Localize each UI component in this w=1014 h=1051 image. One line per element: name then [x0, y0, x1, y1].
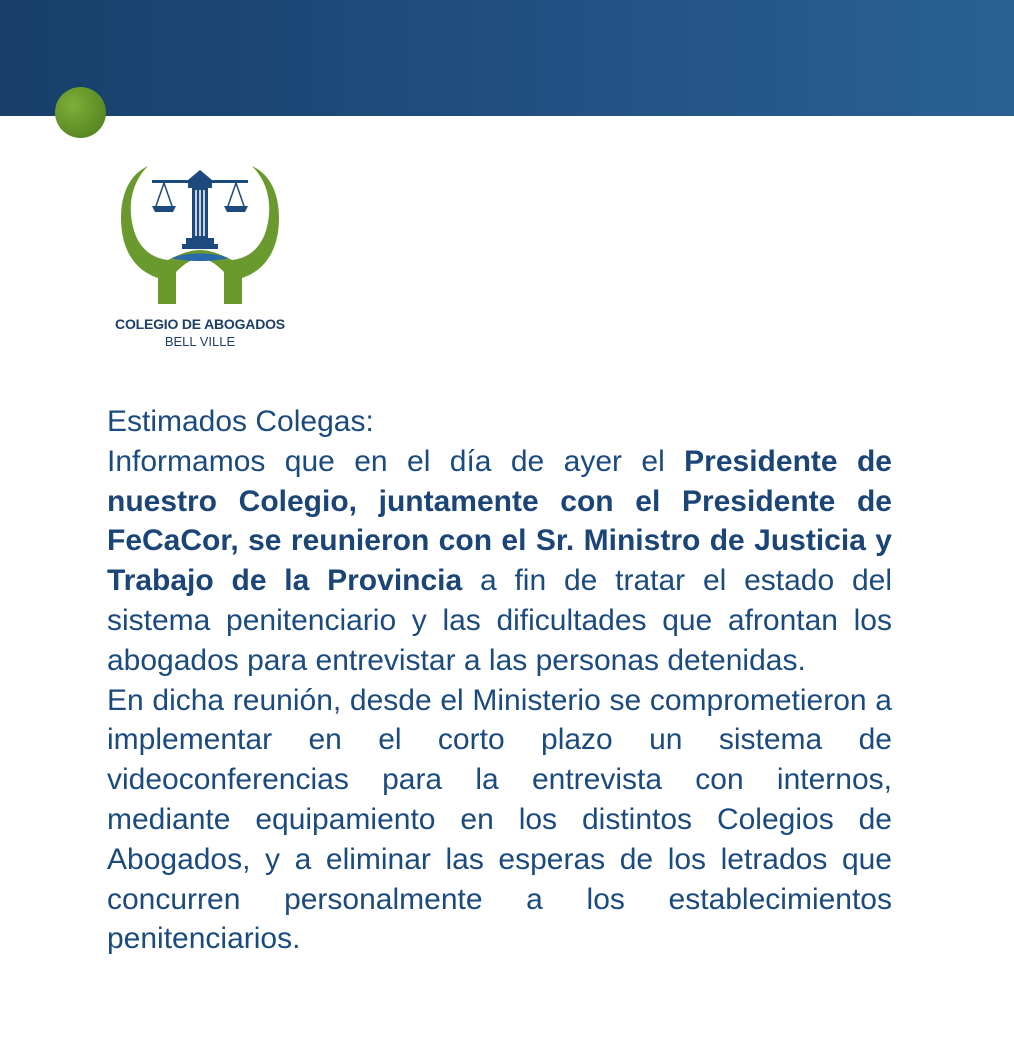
logo-city-name: BELL VILLE	[164, 334, 236, 349]
letter-body	[107, 402, 892, 959]
letter-paragraph-1	[107, 442, 892, 681]
letter-greeting: Estimados Colegas:	[107, 405, 374, 438]
paragraph-1-intro: Informamos que en el día de ayer el	[107, 444, 685, 478]
justice-scale-logo-icon	[118, 162, 282, 308]
header-band	[0, 0, 1014, 116]
letter-paragraph-2: En dicha reunión, desde el Ministerio se comprometieron a implementar en el corto plazo un sistema de videoconferencias para la entrevista con internos, mediante equipamiento en los distintos Colegios de Abogados, y a eliminar las esperas de los letrados que concurren personalmente a los establecimientos penitenciarios.	[107, 683, 892, 956]
logo-institution-name: COLEGIO DE ABOGADOS	[115, 316, 285, 332]
green-dot-decoration	[55, 87, 106, 138]
colegio-logo	[100, 160, 300, 360]
paragraph-1-rest: a fin de tratar el estado del sistema penitenciario y las dificultades que afrontan los abogados para entrevistar a las personas detenidas.	[107, 564, 892, 677]
paragraph-1-highlight: Presidente de nuestro Colegio, juntamente con el Presidente de FeCaCor, se reunieron con el Sr. Ministro de Justicia y Trabajo de la Provincia	[107, 444, 892, 598]
